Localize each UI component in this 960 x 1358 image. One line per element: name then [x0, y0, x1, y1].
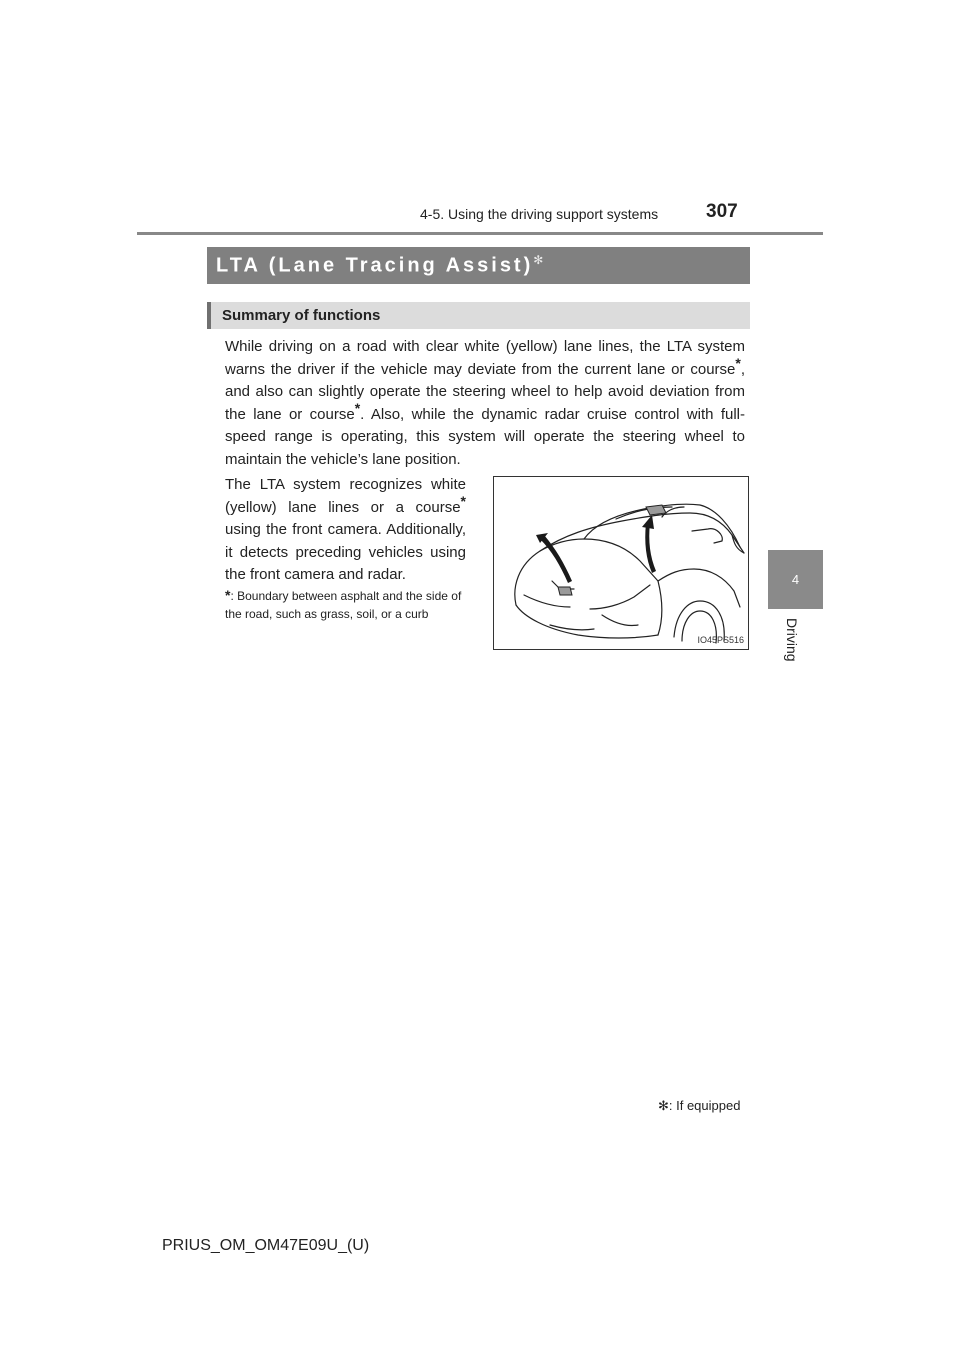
footnote-text: : Boundary between asphalt and the side of the road, such as grass, soil, or a curb	[225, 589, 462, 621]
car-sensor-diagram	[494, 477, 750, 651]
subheading: Summary of functions	[222, 307, 381, 324]
body-paragraph-2	[225, 474, 466, 587]
chapter-number: 4	[791, 572, 800, 587]
if-equipped-marker: ✻	[533, 253, 544, 267]
para1-text-c: . Also, while the dynamic radar cruise control with full-speed range is operating, this system will operate the steering wheel to maintain the vehicle’s lane position.	[225, 405, 745, 468]
footnote-asterisk: *	[225, 587, 231, 603]
para2-text-b: using the front camera. Additionally, it detects preceding vehicles using the front camera and radar.	[225, 521, 466, 583]
asterisk-mark: *	[735, 354, 741, 371]
para1-text-b: , and also can slightly operate the steering wheel to help avoid deviation from the lane or course	[225, 360, 745, 423]
header-section-title: 4-5. Using the driving support systems	[420, 206, 659, 222]
subheading-accent	[207, 302, 211, 329]
vehicle-illustration	[493, 476, 749, 650]
section-title	[216, 253, 543, 278]
footnote	[225, 586, 466, 623]
para1-text-a: While driving on a road with clear white (yellow) lane lines, the LTA system warns the driver if the vehicle may deviate from the current lane or course	[225, 338, 745, 378]
asterisk-mark: *	[460, 492, 466, 509]
chapter-tab[interactable]	[768, 550, 823, 609]
if-equipped-note: ✻: If equipped	[658, 1098, 741, 1113]
chapter-label: Driving	[784, 618, 800, 662]
subheading-bar	[211, 302, 750, 329]
header-rule	[137, 232, 823, 235]
section-title-bar	[207, 247, 750, 284]
footer-doc-code: PRIUS_OM_OM47E09U_(U)	[162, 1237, 370, 1254]
section-title-text: LTA (Lane Tracing Assist)	[216, 254, 534, 277]
para2-text-a: The LTA system recognizes white (yellow) lane lines or a course	[225, 476, 466, 516]
page-number: 307	[706, 201, 738, 222]
asterisk-mark: *	[354, 399, 361, 416]
figure-id: IO45PS516	[697, 635, 744, 645]
body-paragraph-1	[225, 336, 745, 471]
